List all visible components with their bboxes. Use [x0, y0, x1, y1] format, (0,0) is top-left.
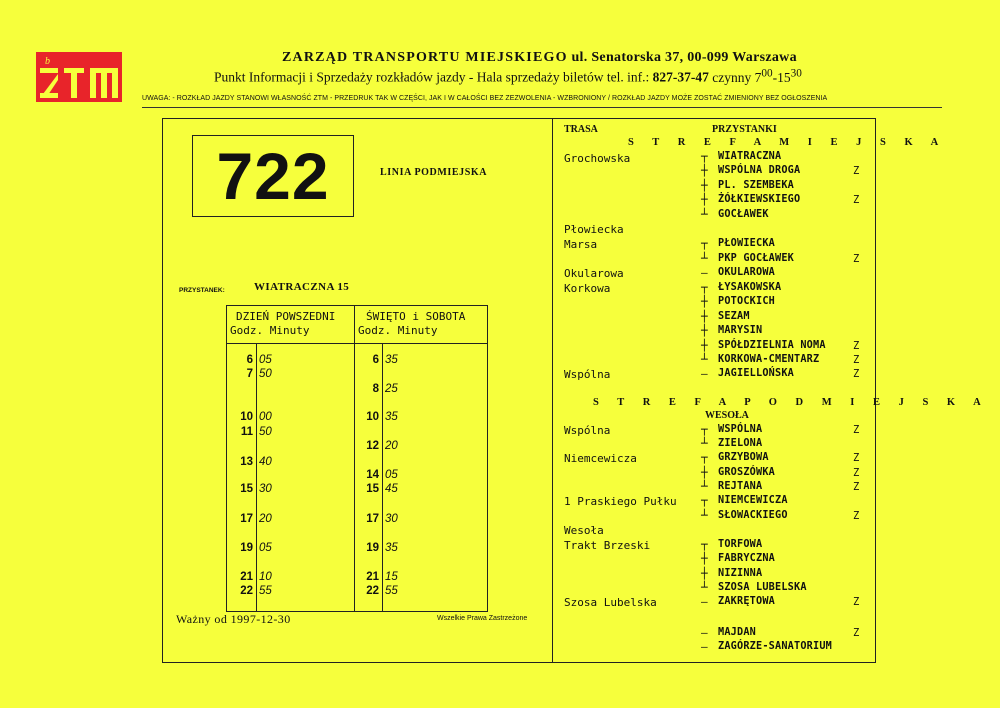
request-stop-mark: Z: [853, 596, 860, 608]
route-connector-icon: ┬: [701, 281, 708, 294]
weekend-minute: 35: [385, 411, 398, 423]
route-stop: PŁOWIECKA: [718, 238, 776, 249]
weekday-minute: 20: [259, 513, 272, 525]
weekend-hour: 6: [372, 354, 379, 366]
weekend-hour: 17: [366, 513, 379, 525]
request-stop-mark: Z: [853, 165, 860, 177]
weekend-minute: 55: [385, 585, 398, 597]
stops-column-header: PRZYSTANKI: [712, 124, 777, 135]
route-connector-icon: ┴: [701, 208, 708, 221]
route-connector-icon: ┼: [701, 164, 708, 177]
header-info: [214, 67, 802, 86]
route-street: Płowiecka: [564, 223, 624, 236]
route-stop: REJTANA: [718, 481, 763, 492]
weekday-hour: 22: [240, 585, 253, 597]
weekday-minute: 50: [259, 426, 272, 438]
request-stop-mark: Z: [853, 452, 860, 464]
frame-divider: [552, 118, 553, 662]
weekday-subheader: Godz. Minuty: [230, 324, 310, 337]
request-stop-mark: Z: [853, 424, 860, 436]
weekend-hour: 21: [366, 571, 379, 583]
rights-reserved: Wszelkie Prawa Zastrzeżone: [437, 615, 528, 622]
weekday-title: DZIEŃ POWSZEDNI: [236, 310, 336, 323]
request-stop-mark: Z: [853, 481, 860, 493]
route-stop: KORKOWA-CMENTARZ: [718, 354, 820, 365]
weekend-hour: 10: [366, 411, 379, 423]
route-stop: ZIELONA: [718, 438, 763, 449]
line-number-box: [192, 135, 354, 217]
info-phone: 827-37-47: [652, 69, 709, 85]
weekend-hour: 19: [366, 542, 379, 554]
stop-label: PRZYSTANEK:: [179, 287, 225, 294]
suburban-zone-header: S T R E F A P O D M I E J S K A: [593, 397, 989, 408]
weekday-minute: 30: [259, 483, 272, 495]
route-stop: WIATRACZNA: [718, 151, 782, 162]
weekend-hour: 14: [366, 469, 379, 481]
weekday-minute: 05: [259, 542, 272, 554]
weekend-hour: 15: [366, 483, 379, 495]
route-stop: MAJDAN: [718, 627, 757, 638]
route-stop: POTOCKICH: [718, 296, 776, 307]
weekend-hour: 8: [372, 383, 379, 395]
route-connector-icon: ┬: [701, 423, 708, 436]
route-street: Marsa: [564, 238, 598, 251]
request-stop-mark: Z: [853, 340, 860, 352]
route-connector-icon: ┴: [701, 353, 708, 366]
route-street: Wspólna: [564, 368, 611, 381]
route-street: Korkowa: [564, 282, 611, 295]
request-stop-mark: Z: [853, 253, 860, 265]
route-stop: NIZINNA: [718, 568, 763, 579]
route-stop: PL. SZEMBEKA: [718, 180, 795, 191]
departures-table-divider: [354, 305, 355, 611]
request-stop-mark: Z: [853, 627, 860, 639]
valid-from: Ważny od 1997-12-30: [176, 612, 291, 626]
route-connector-icon: ┬: [701, 451, 708, 464]
route-stop: MARYSIN: [718, 325, 763, 336]
route-street: Szosa Lubelska: [564, 596, 657, 609]
route-stop: SŁOWACKIEGO: [718, 510, 788, 521]
route-connector-icon: ┴: [701, 437, 708, 450]
route-connector-icon: ┬: [701, 494, 708, 507]
copyright-notice: UWAGA: - ROZKŁAD JAZDY STANOWI WŁASNOŚĆ ZTM - PRZEDRUK TAK W CZĘŚCI, JAK I W CAŁOŚCI BEZ ZEZWOLENIA - WZBRONIONY / ROZKŁAD JAZDY MOŻE ZOSTAĆ ZMIENIONY BEZ OGŁOSZENIA: [142, 95, 828, 102]
weekday-hour: 21: [240, 571, 253, 583]
route-stop: TORFOWA: [718, 539, 763, 550]
company-address: ul. Senatorska 37, 00-099 Warszawa: [567, 50, 797, 65]
route-stop: SPÓŁDZIELNIA NOMA: [718, 340, 826, 351]
weekend-hour-line: [382, 343, 383, 611]
route-stop: NIEMCEWICZA: [718, 495, 788, 506]
weekday-hour: 11: [240, 426, 253, 438]
request-stop-mark: Z: [853, 368, 860, 380]
header-divider: [142, 107, 942, 108]
weekend-minute: 30: [385, 513, 398, 525]
route-connector-icon: ┼: [701, 179, 708, 192]
company-name: ZARZĄD TRANSPORTU MIEJSKIEGO: [282, 50, 568, 65]
route-connector-icon: ┼: [701, 552, 708, 565]
line-type: LINIA PODMIEJSKA: [380, 167, 488, 178]
route-connector-icon: ┴: [701, 581, 708, 594]
weekday-hour: 13: [240, 456, 253, 468]
route-stop: FABRYCZNA: [718, 553, 776, 564]
route-connector-icon: ┬: [701, 538, 708, 551]
route-stop: WSPÓLNA DROGA: [718, 165, 801, 176]
route-connector-icon: –: [701, 266, 708, 279]
weekday-hour: 7: [246, 368, 253, 380]
route-stop: ZAGÓRZE-SANATORIUM: [718, 641, 833, 652]
route-connector-icon: ┼: [701, 193, 708, 206]
departures-header-line: [226, 343, 487, 344]
route-connector-icon: ┴: [701, 509, 708, 522]
request-stop-mark: Z: [853, 194, 860, 206]
route-stop: GOCŁAWEK: [718, 209, 769, 220]
route-stop: ZAKRĘTOWA: [718, 596, 776, 607]
route-street: Okularowa: [564, 267, 624, 280]
route-connector-icon: –: [701, 626, 708, 639]
route-stop: SEZAM: [718, 311, 750, 322]
route-street: Grochowska: [564, 152, 631, 165]
request-stop-mark: Z: [853, 510, 860, 522]
route-connector-icon: ┴: [701, 252, 708, 265]
route-connector-icon: ┬: [701, 150, 708, 163]
route-stop: OKULAROWA: [718, 267, 776, 278]
weekend-minute: 05: [385, 469, 398, 481]
weekday-hour: 10: [240, 411, 253, 423]
weekday-hour: 19: [240, 542, 253, 554]
header-title: [282, 50, 797, 66]
weekend-subheader: Godz. Minuty: [358, 324, 438, 337]
route-street: 1 Praskiego Pułku: [564, 495, 677, 508]
weekday-minute: 50: [259, 368, 272, 380]
route-street: Niemcewicza: [564, 452, 637, 465]
weekend-minute: 35: [385, 542, 398, 554]
weekday-hour: 15: [240, 483, 253, 495]
route-stop: WSPÓLNA: [718, 424, 763, 435]
line-number: 722: [216, 139, 330, 213]
svg-text:b: b: [45, 56, 50, 67]
route-stop: GROSZÓWKA: [718, 467, 776, 478]
weekday-minute: 05: [259, 354, 272, 366]
request-stop-mark: Z: [853, 467, 860, 479]
ztm-logo-icon: [36, 52, 122, 102]
weekend-minute: 35: [385, 354, 398, 366]
route-connector-icon: –: [701, 367, 708, 380]
weekday-hour-line: [256, 343, 257, 611]
route-connector-icon: ┼: [701, 324, 708, 337]
route-street: Trakt Brzeski: [564, 539, 651, 552]
weekday-minute: 10: [259, 571, 272, 583]
weekend-minute: 45: [385, 483, 398, 495]
weekend-hour: 22: [366, 585, 379, 597]
info-hours: czynny $7^{00}-15^{30}$: [708, 67, 802, 85]
route-stop: PKP GOCŁAWEK: [718, 253, 795, 264]
route-stop: ŻÓŁKIEWSKIEGO: [718, 194, 801, 205]
route-connector-icon: ┼: [701, 310, 708, 323]
route-connector-icon: ┼: [701, 466, 708, 479]
city-zone-header: S T R E F A M I E J S K A: [628, 137, 947, 148]
weekend-minute: 25: [385, 383, 398, 395]
weekend-minute: 15: [385, 571, 398, 583]
route-connector-icon: ┼: [701, 339, 708, 352]
weekend-title: ŚWIĘTO i SOBOTA: [366, 310, 466, 323]
route-stop: GRZYBOWA: [718, 452, 769, 463]
route-connector-icon: ┬: [701, 237, 708, 250]
route-stop: SZOSA LUBELSKA: [718, 582, 807, 593]
weekday-hour: 6: [246, 354, 253, 366]
route-connector-icon: ┼: [701, 567, 708, 580]
route-connector-icon: –: [701, 595, 708, 608]
route-connector-icon: –: [701, 640, 708, 653]
stop-name: WIATRACZNA 15: [254, 281, 350, 293]
route-connector-icon: ┼: [701, 295, 708, 308]
weekday-minute: 55: [259, 585, 272, 597]
route-street: Wspólna: [564, 424, 611, 437]
weekend-minute: 20: [385, 440, 398, 452]
route-street: Wesoła: [564, 524, 604, 537]
route-stop: JAGIELLOŃSKA: [718, 368, 795, 379]
weekend-hour: 12: [366, 440, 379, 452]
weekday-minute: 00: [259, 411, 272, 423]
weekday-minute: 40: [259, 456, 272, 468]
info-text: Punkt Informacji i Sprzedaży rozkładów jazdy - Hala sprzedaży biletów tel. inf.:: [214, 69, 653, 85]
request-stop-mark: Z: [853, 354, 860, 366]
route-stop: ŁYSAKOWSKA: [718, 282, 782, 293]
route-connector-icon: ┴: [701, 480, 708, 493]
weekday-hour: 17: [240, 513, 253, 525]
route-column-header: TRASA: [564, 124, 598, 135]
suburb-town: WESOŁA: [705, 410, 749, 421]
